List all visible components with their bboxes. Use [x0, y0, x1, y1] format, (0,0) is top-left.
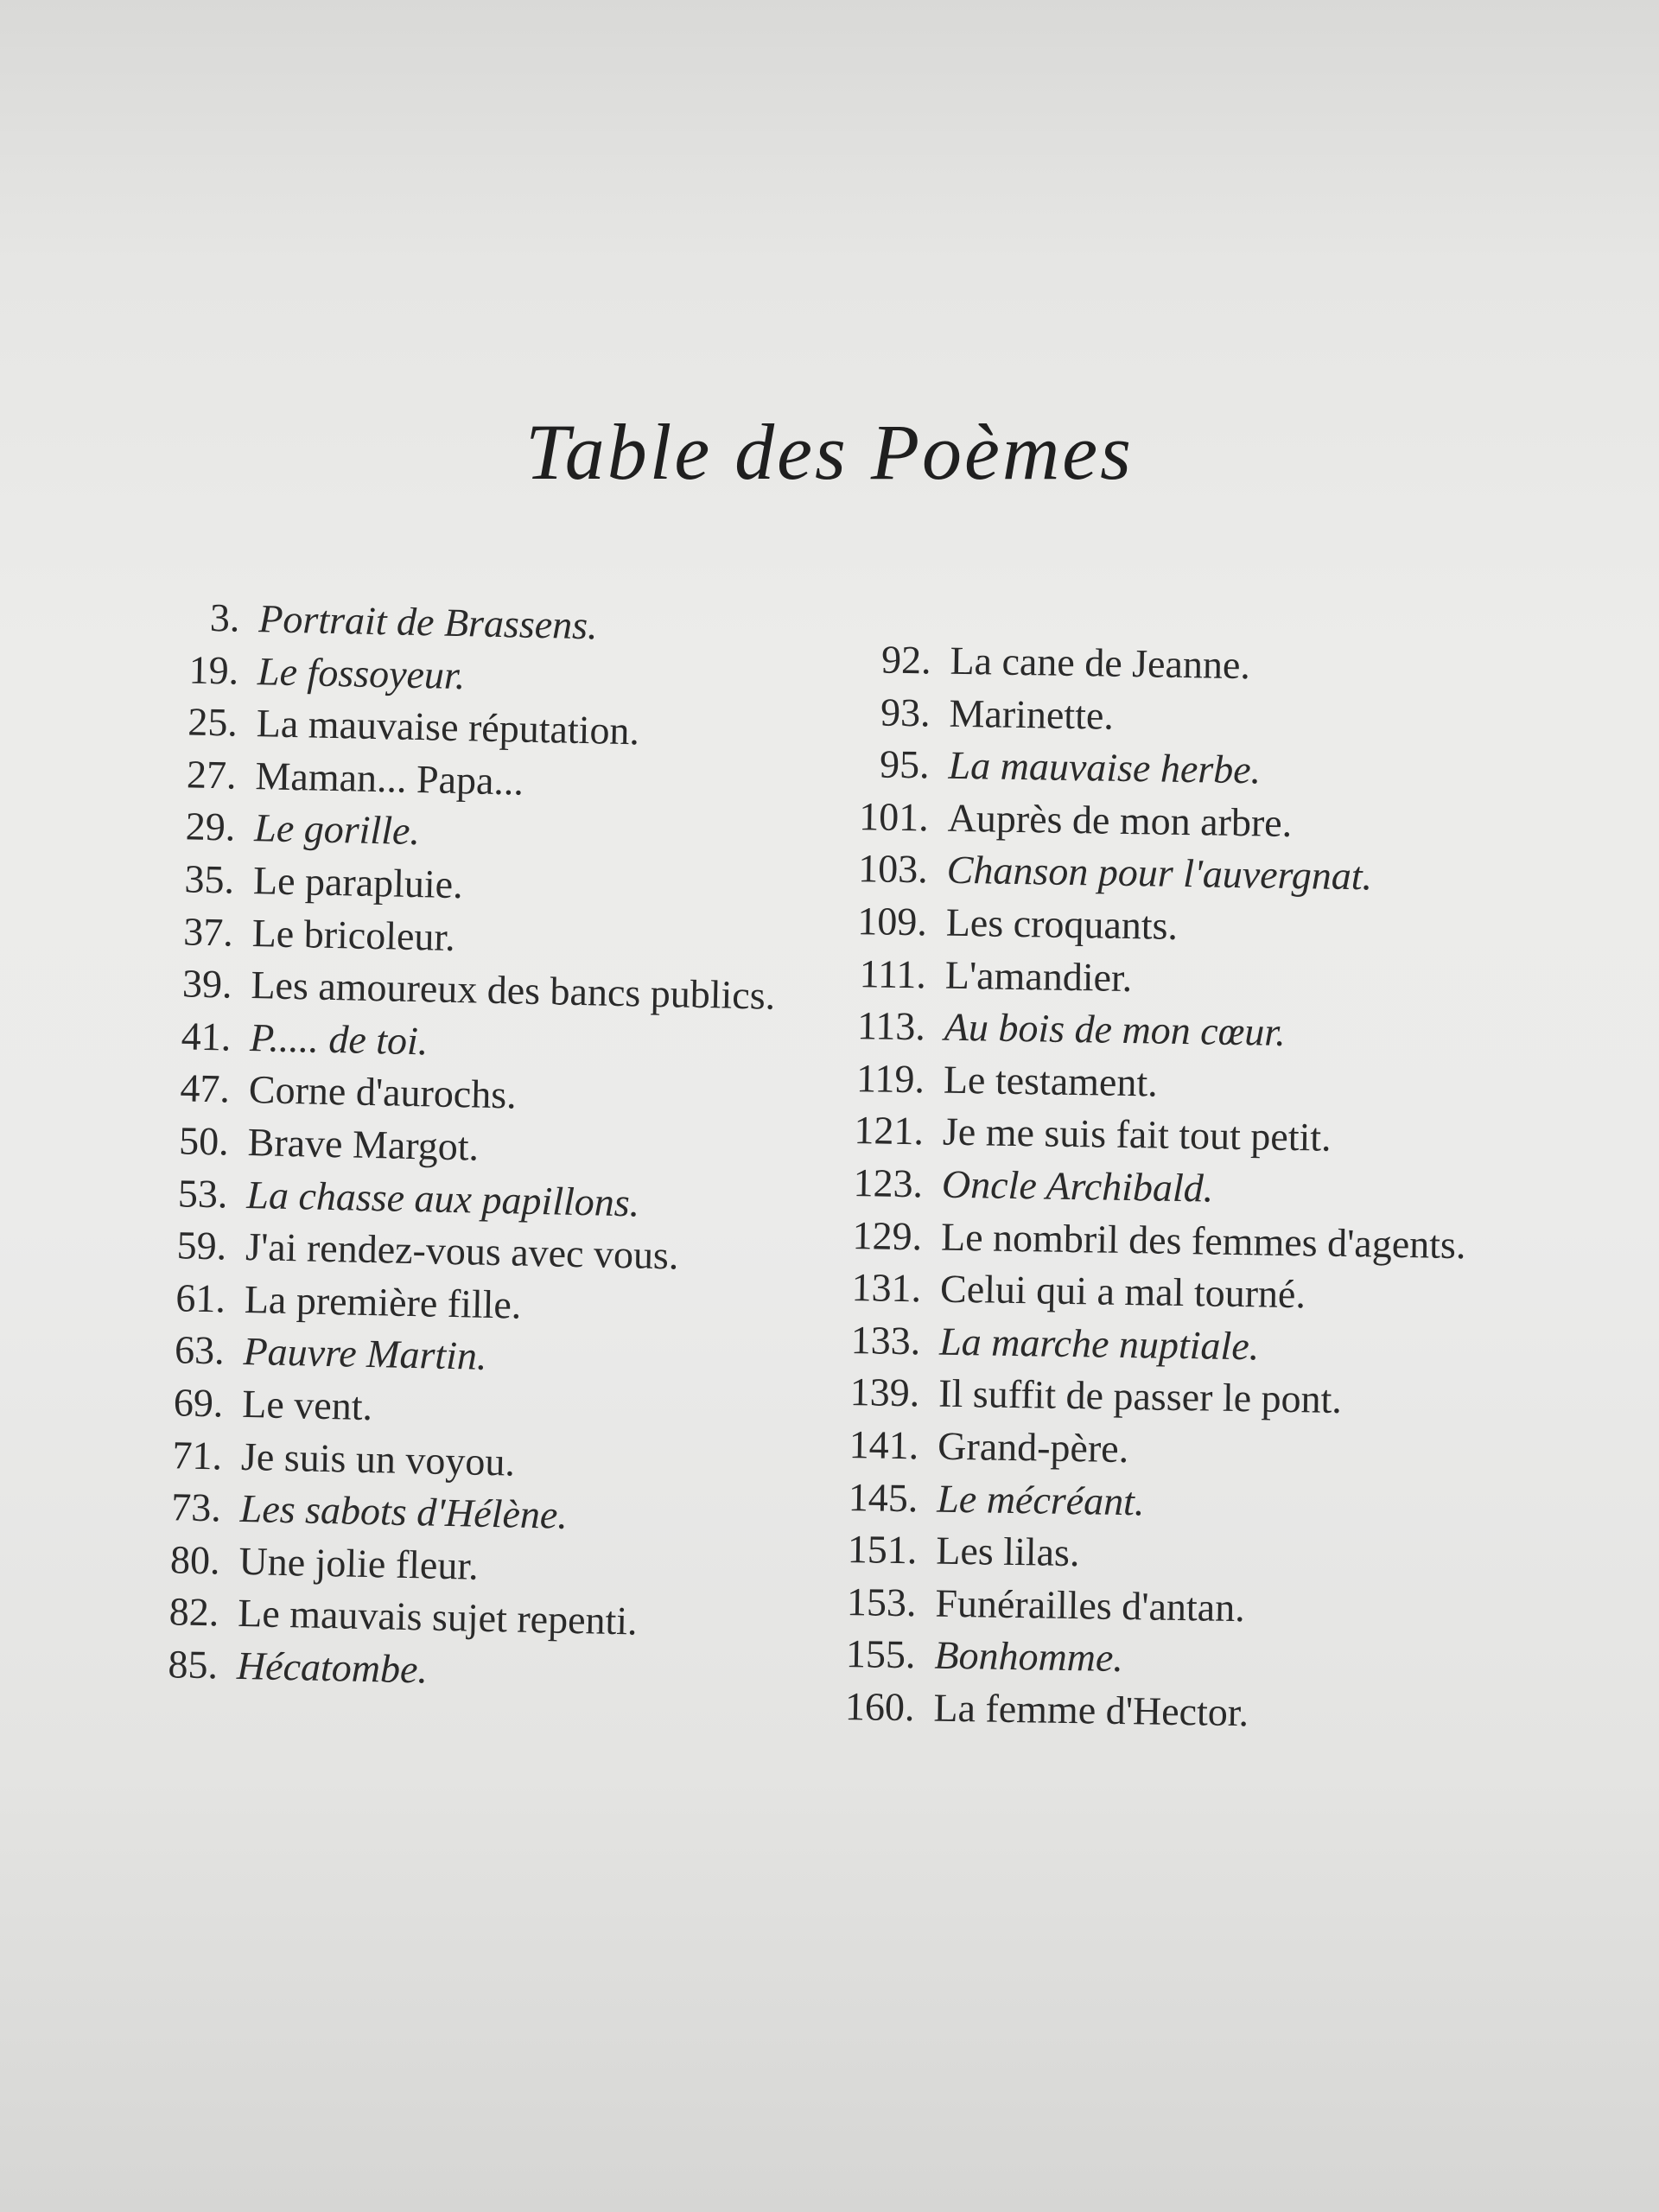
toc-entry — [855, 636, 1475, 698]
toc-page-number: 131. — [851, 1265, 922, 1311]
toc-page-number: 153. — [846, 1579, 917, 1624]
toc-entry — [854, 689, 1474, 751]
toc-entry — [841, 1526, 1461, 1588]
toc-entry — [842, 1473, 1462, 1535]
toc-page-number: 27. — [186, 752, 238, 798]
toc-page-number: 103. — [857, 846, 929, 892]
toc-poem-title: La femme d'Hector. — [933, 1685, 1249, 1735]
toc-left-column — [106, 593, 783, 1706]
toc-poem-title: Pauvre Martin. — [243, 1329, 488, 1379]
toc-entry — [842, 1421, 1463, 1484]
toc-poem-title: Les amoureux des bancs publics. — [250, 963, 776, 1018]
toc-poem-title: Grand-père. — [937, 1423, 1129, 1471]
toc-poem-title: Une jolie fleur. — [238, 1538, 480, 1588]
toc-entry — [843, 1369, 1464, 1431]
toc-poem-title: Chanson pour l'auvergnat. — [946, 848, 1373, 899]
toc-entry — [851, 845, 1471, 907]
toc-page-number: 133. — [850, 1317, 921, 1363]
toc-page-number: 119. — [855, 1055, 925, 1102]
toc-poem-title: Le parapluie. — [252, 858, 464, 907]
toc-page-number: 59. — [176, 1223, 227, 1268]
toc-poem-title: Auprès de mon arbre. — [947, 795, 1293, 845]
toc-page-number: 47. — [179, 1065, 231, 1111]
toc-page-number: 19. — [188, 647, 239, 693]
toc-poem-title: Je suis un voyou. — [240, 1433, 516, 1484]
toc-poem-title: Bonhomme. — [934, 1632, 1124, 1681]
toc-entry — [849, 950, 1470, 1013]
toc-poem-title: Le nombril des femmes d'agents. — [940, 1214, 1466, 1267]
toc-page-number: 129. — [852, 1212, 923, 1258]
toc-entry — [838, 1683, 1459, 1745]
toc-poem-title: Je me suis fait tout petit. — [942, 1109, 1332, 1160]
toc-poem-title: Le mécréant. — [936, 1476, 1145, 1523]
toc-page-number: 82. — [168, 1589, 219, 1635]
toc-page-number: 121. — [854, 1108, 925, 1154]
toc-page-number: 29. — [185, 804, 236, 849]
toc-page-number: 145. — [848, 1474, 918, 1520]
toc-poem-title: L'amandier. — [944, 952, 1133, 1000]
toc-entry — [853, 741, 1473, 803]
toc-page-number: 50. — [178, 1118, 230, 1164]
toc-poem-title: Les croquants. — [945, 899, 1179, 948]
toc-poem-title: P..... de toi. — [249, 1014, 429, 1064]
toc-entry — [850, 898, 1471, 960]
toc-poem-title: La cane de Jeanne. — [950, 638, 1251, 688]
toc-page-number: 61. — [175, 1275, 226, 1321]
toc-page-number: 85. — [168, 1642, 219, 1688]
toc-poem-title: Le testament. — [943, 1057, 1159, 1105]
toc-page-number: 53. — [177, 1170, 228, 1217]
toc-page-number: 113. — [856, 1003, 926, 1049]
toc-page-number: 155. — [845, 1631, 916, 1677]
toc-page-number: 80. — [169, 1536, 221, 1583]
toc-page-number: 71. — [172, 1432, 223, 1478]
toc-poem-title: J'ai rendez-vous avec vous. — [245, 1224, 679, 1278]
toc-poem-title: La chasse aux papillons. — [245, 1172, 640, 1225]
toc-page-number: 139. — [849, 1370, 920, 1415]
toc-page-number: 123. — [853, 1160, 924, 1206]
page-title: Table des Poèmes — [525, 408, 1134, 496]
toc-poem-title: Brave Margot. — [247, 1119, 480, 1169]
toc-poem-title: Funérailles d'antan. — [935, 1580, 1246, 1630]
toc-poem-title: Il suffit de passer le pont. — [938, 1370, 1343, 1422]
toc-poem-title: Maman... Papa... — [255, 753, 524, 804]
toc-poem-title: Oncle Archibald. — [941, 1161, 1214, 1211]
toc-page-number: 95. — [879, 741, 931, 787]
toc-poem-title: La mauvaise herbe. — [948, 742, 1262, 792]
toc-poem-title: Au bois de mon cœur. — [944, 1004, 1287, 1055]
toc-page-number: 101. — [858, 793, 930, 840]
toc-page-number: 111. — [859, 950, 927, 996]
toc-poem-title: La marche nuptiale. — [938, 1319, 1260, 1369]
toc-poem-title: Les sabots d'Hélène. — [239, 1486, 569, 1537]
toc-poem-title: Les lilas. — [935, 1528, 1080, 1575]
toc-poem-title: La première fille. — [244, 1276, 522, 1327]
toc-page-number: 39. — [181, 961, 233, 1007]
toc-page-number: 73. — [170, 1484, 222, 1530]
toc-poem-title: Portrait de Brassens. — [257, 596, 599, 648]
toc-page-number: 25. — [187, 699, 238, 745]
toc-entry — [847, 1107, 1467, 1169]
toc-poem-title: Hécatombe. — [236, 1643, 429, 1692]
toc-entry — [852, 793, 1472, 855]
toc-poem-title: Corne d'aurochs. — [248, 1067, 518, 1117]
toc-poem-title: Le vent. — [241, 1381, 373, 1428]
toc-entry — [844, 1317, 1465, 1379]
toc-entry — [845, 1264, 1465, 1326]
toc-poem-title: Celui qui a mal tourné. — [939, 1266, 1306, 1317]
toc-poem-title: Le bricoleur. — [251, 910, 456, 959]
toc-page-number: 160. — [844, 1683, 915, 1730]
toc-poem-title: Le fossoyeur. — [257, 648, 466, 697]
toc-page-number: 37. — [182, 908, 234, 955]
toc-page-number: 93. — [880, 690, 931, 734]
toc-page-number: 63. — [174, 1327, 226, 1373]
toc-page-number: 92. — [880, 637, 931, 683]
toc-entry — [840, 1579, 1460, 1641]
toc-page-number: 151. — [847, 1527, 918, 1573]
toc-entry — [848, 1055, 1468, 1117]
toc-page-number: 109. — [856, 899, 928, 944]
toc-entry — [847, 1160, 1467, 1222]
toc-page-number: 141. — [849, 1421, 919, 1468]
toc-entry — [839, 1630, 1459, 1693]
toc-poem-title: Marinette. — [949, 690, 1115, 738]
toc-poem-title: La mauvaise réputation. — [256, 701, 640, 753]
toc-page-number: 41. — [181, 1014, 232, 1059]
toc-poem-title: Le gorille. — [253, 805, 421, 854]
toc-entry — [849, 1002, 1469, 1065]
toc-poem-title: Le mauvais sujet repenti. — [237, 1591, 639, 1643]
toc-page-number: 3. — [209, 594, 240, 640]
toc-right-column — [838, 636, 1475, 1745]
toc-page-number: 69. — [173, 1380, 224, 1426]
toc-page-number: 35. — [184, 856, 235, 902]
toc-entry — [846, 1211, 1466, 1274]
